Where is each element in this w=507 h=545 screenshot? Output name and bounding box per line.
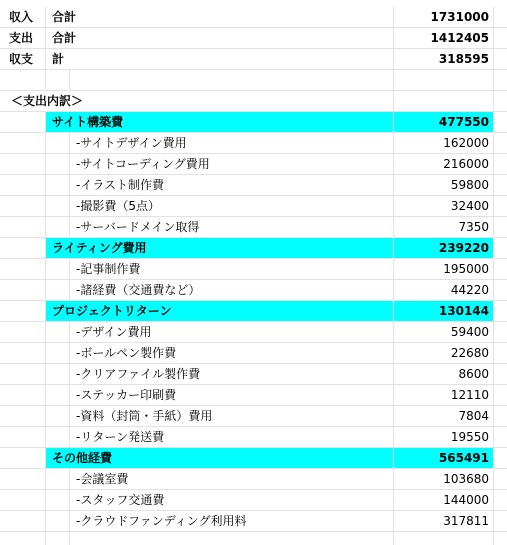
empty-cell[interactable] bbox=[46, 280, 70, 301]
item-value[interactable]: 32400 bbox=[394, 196, 494, 217]
empty-cell[interactable] bbox=[394, 91, 494, 112]
group-total[interactable]: 565491 bbox=[394, 448, 494, 469]
empty-cell[interactable] bbox=[0, 301, 46, 322]
empty-row bbox=[0, 70, 507, 91]
empty-cell[interactable] bbox=[46, 133, 70, 154]
item-value[interactable]: 7804 bbox=[394, 406, 494, 427]
empty-cell[interactable] bbox=[494, 238, 507, 259]
item-row bbox=[0, 154, 507, 175]
empty-cell[interactable] bbox=[494, 259, 507, 280]
empty-cell[interactable] bbox=[494, 406, 507, 427]
empty-cell[interactable] bbox=[494, 175, 507, 196]
empty-cell[interactable] bbox=[494, 301, 507, 322]
empty-cell[interactable] bbox=[0, 196, 46, 217]
empty-cell[interactable] bbox=[494, 196, 507, 217]
item-row bbox=[0, 469, 507, 490]
empty-cell[interactable] bbox=[494, 427, 507, 448]
summary-label[interactable]: 収入 bbox=[0, 7, 46, 28]
empty-cell[interactable] bbox=[494, 217, 507, 238]
empty-cell[interactable] bbox=[494, 154, 507, 175]
item-value[interactable]: 216000 bbox=[394, 154, 494, 175]
empty-cell[interactable] bbox=[0, 133, 46, 154]
breakdown-title[interactable]: ＜支出内訳＞ bbox=[0, 91, 394, 112]
empty-cell[interactable] bbox=[46, 343, 70, 364]
item-value[interactable]: 317811 bbox=[394, 511, 494, 532]
empty-cell[interactable] bbox=[46, 364, 70, 385]
empty-cell[interactable] bbox=[70, 70, 394, 91]
empty-cell[interactable] bbox=[46, 322, 70, 343]
empty-cell[interactable] bbox=[0, 511, 46, 532]
empty-cell[interactable] bbox=[494, 385, 507, 406]
empty-cell[interactable] bbox=[494, 532, 507, 545]
empty-cell[interactable] bbox=[494, 490, 507, 511]
empty-cell[interactable] bbox=[0, 427, 46, 448]
group-header-row bbox=[0, 301, 507, 322]
item-row bbox=[0, 133, 507, 154]
empty-cell[interactable] bbox=[394, 70, 494, 91]
item-value[interactable]: 59400 bbox=[394, 322, 494, 343]
empty-cell[interactable] bbox=[0, 385, 46, 406]
empty-cell[interactable] bbox=[0, 280, 46, 301]
empty-cell[interactable] bbox=[0, 532, 46, 545]
summary-value[interactable]: 318595 bbox=[394, 49, 494, 70]
empty-cell[interactable] bbox=[494, 112, 507, 133]
empty-row bbox=[0, 532, 507, 545]
item-row bbox=[0, 364, 507, 385]
group-total[interactable]: 130144 bbox=[394, 301, 494, 322]
item-name[interactable]: -スタッフ交通費 bbox=[70, 490, 394, 511]
empty-cell[interactable] bbox=[0, 364, 46, 385]
summary-row-income bbox=[0, 7, 507, 28]
item-name[interactable]: -資料（封筒・手紙）費用 bbox=[70, 406, 394, 427]
item-name[interactable]: -撮影費（5点） bbox=[70, 196, 394, 217]
summary-type[interactable]: 合計 bbox=[46, 7, 394, 28]
empty-cell[interactable] bbox=[46, 196, 70, 217]
summary-value[interactable]: 1731000 bbox=[394, 7, 494, 28]
item-row bbox=[0, 175, 507, 196]
empty-cell[interactable] bbox=[0, 154, 46, 175]
item-row bbox=[0, 322, 507, 343]
empty-cell[interactable] bbox=[0, 259, 46, 280]
summary-value[interactable]: 1412405 bbox=[394, 28, 494, 49]
item-row bbox=[0, 427, 507, 448]
item-row bbox=[0, 217, 507, 238]
group-name[interactable]: サイト構築費 bbox=[46, 112, 394, 133]
empty-cell[interactable] bbox=[46, 154, 70, 175]
summary-row-expense bbox=[0, 28, 507, 49]
empty-cell[interactable] bbox=[0, 175, 46, 196]
summary-type[interactable]: 合計 bbox=[46, 28, 394, 49]
item-value[interactable]: 195000 bbox=[394, 259, 494, 280]
item-value[interactable]: 12110 bbox=[394, 385, 494, 406]
group-header-row bbox=[0, 238, 507, 259]
item-value[interactable]: 7350 bbox=[394, 217, 494, 238]
empty-cell[interactable] bbox=[0, 448, 46, 469]
empty-cell[interactable] bbox=[494, 280, 507, 301]
item-row bbox=[0, 196, 507, 217]
empty-cell[interactable] bbox=[46, 175, 70, 196]
empty-cell[interactable] bbox=[0, 343, 46, 364]
item-name[interactable]: -クリアファイル製作費 bbox=[70, 364, 394, 385]
item-name[interactable]: -サーバードメイン取得 bbox=[70, 217, 394, 238]
item-row bbox=[0, 406, 507, 427]
empty-cell[interactable] bbox=[0, 322, 46, 343]
breakdown-title-row bbox=[0, 91, 507, 112]
item-value[interactable]: 8600 bbox=[394, 364, 494, 385]
empty-cell[interactable] bbox=[46, 385, 70, 406]
group-name[interactable]: その他経費 bbox=[46, 448, 394, 469]
item-name[interactable]: -ボールペン製作費 bbox=[70, 343, 394, 364]
item-value[interactable]: 44220 bbox=[394, 280, 494, 301]
item-value[interactable]: 19550 bbox=[394, 427, 494, 448]
item-name[interactable]: -デザイン費用 bbox=[70, 322, 394, 343]
group-header-row bbox=[0, 112, 507, 133]
item-name[interactable]: -諸経費（交通費など） bbox=[70, 280, 394, 301]
item-name[interactable]: -リターン発送費 bbox=[70, 427, 394, 448]
group-name[interactable]: ライティング費用 bbox=[46, 238, 394, 259]
empty-cell[interactable] bbox=[46, 469, 70, 490]
group-total[interactable]: 239220 bbox=[394, 238, 494, 259]
empty-cell[interactable] bbox=[70, 532, 394, 545]
item-name[interactable]: -記事制作費 bbox=[70, 259, 394, 280]
empty-cell[interactable] bbox=[494, 343, 507, 364]
group-name[interactable]: プロジェクトリターン bbox=[46, 301, 394, 322]
empty-cell[interactable] bbox=[394, 532, 494, 545]
summary-label[interactable]: 収支 bbox=[0, 49, 46, 70]
empty-cell[interactable] bbox=[494, 7, 507, 28]
item-row bbox=[0, 490, 507, 511]
item-row bbox=[0, 280, 507, 301]
item-name[interactable]: -サイトデザイン費用 bbox=[70, 133, 394, 154]
item-name[interactable]: -会議室費 bbox=[70, 469, 394, 490]
empty-cell[interactable] bbox=[46, 217, 70, 238]
empty-cell[interactable] bbox=[494, 70, 507, 91]
group-header-row bbox=[0, 448, 507, 469]
summary-row-balance bbox=[0, 49, 507, 70]
item-row bbox=[0, 385, 507, 406]
empty-cell[interactable] bbox=[494, 91, 507, 112]
empty-cell[interactable] bbox=[494, 511, 507, 532]
empty-cell[interactable] bbox=[494, 133, 507, 154]
item-value[interactable]: 162000 bbox=[394, 133, 494, 154]
item-value[interactable]: 22680 bbox=[394, 343, 494, 364]
empty-cell[interactable] bbox=[0, 490, 46, 511]
item-value[interactable]: 103680 bbox=[394, 469, 494, 490]
empty-cell[interactable] bbox=[46, 427, 70, 448]
empty-cell[interactable] bbox=[46, 490, 70, 511]
empty-cell[interactable] bbox=[46, 259, 70, 280]
item-row bbox=[0, 259, 507, 280]
empty-cell[interactable] bbox=[46, 406, 70, 427]
summary-label[interactable]: 支出 bbox=[0, 28, 46, 49]
empty-cell[interactable] bbox=[46, 511, 70, 532]
empty-cell[interactable] bbox=[494, 49, 507, 70]
group-total[interactable]: 477550 bbox=[394, 112, 494, 133]
item-name[interactable]: -サイトコーディング費用 bbox=[70, 154, 394, 175]
empty-cell[interactable] bbox=[494, 322, 507, 343]
empty-cell[interactable] bbox=[494, 28, 507, 49]
item-row bbox=[0, 343, 507, 364]
empty-cell[interactable] bbox=[0, 469, 46, 490]
empty-cell[interactable] bbox=[0, 238, 46, 259]
empty-cell[interactable] bbox=[494, 469, 507, 490]
empty-cell[interactable] bbox=[46, 70, 70, 91]
summary-type[interactable]: 計 bbox=[46, 49, 394, 70]
empty-cell[interactable] bbox=[0, 112, 46, 133]
empty-cell[interactable] bbox=[0, 70, 46, 91]
empty-cell[interactable] bbox=[46, 532, 70, 545]
item-name[interactable]: -クラウドファンディング利用料 bbox=[70, 511, 394, 532]
item-name[interactable]: -イラスト制作費 bbox=[70, 175, 394, 196]
item-value[interactable]: 59800 bbox=[394, 175, 494, 196]
item-row bbox=[0, 511, 507, 532]
item-name[interactable]: -ステッカー印刷費 bbox=[70, 385, 394, 406]
empty-cell[interactable] bbox=[0, 217, 46, 238]
empty-cell[interactable] bbox=[0, 406, 46, 427]
item-value[interactable]: 144000 bbox=[394, 490, 494, 511]
empty-cell[interactable] bbox=[494, 448, 507, 469]
empty-cell[interactable] bbox=[494, 364, 507, 385]
